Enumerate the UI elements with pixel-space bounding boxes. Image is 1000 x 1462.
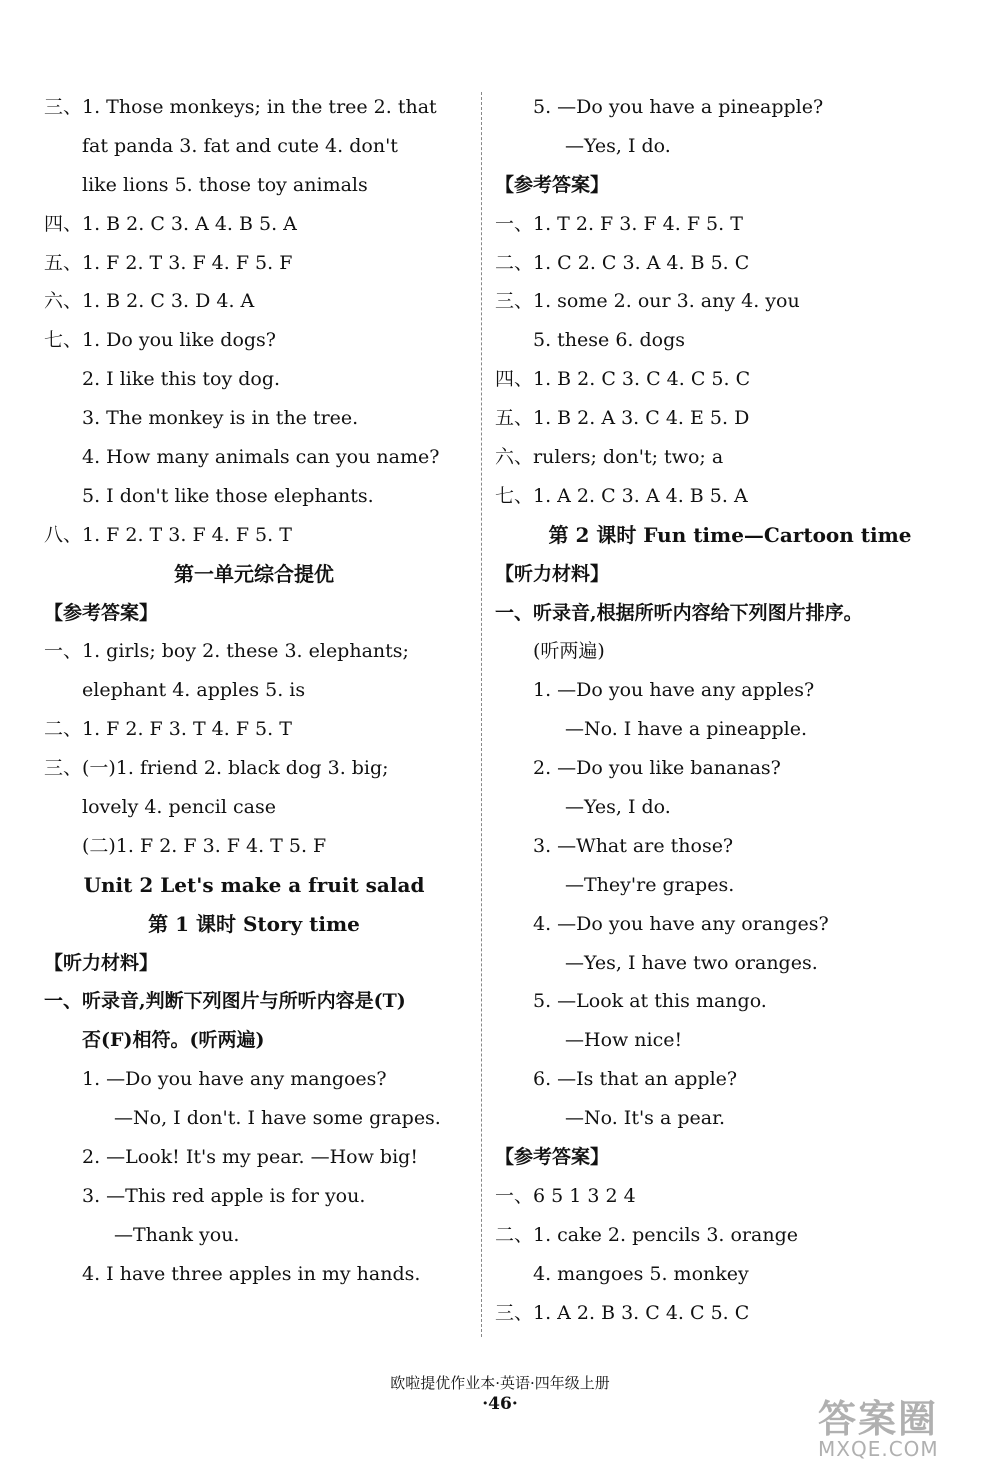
answer-line: 【参考答案】	[44, 601, 159, 624]
watermark-text: 答案圈	[818, 1397, 939, 1441]
answer-line: 5. these 6. dogs	[533, 329, 685, 352]
answer-line: 四、1. B 2. C 3. A 4. B 5. A	[44, 212, 297, 235]
answer-line: 3. The monkey is in the tree.	[82, 407, 359, 430]
answer-line: (二)1. F 2. F 3. F 4. T 5. F	[82, 834, 327, 857]
answer-line: 2. I like this toy dog.	[82, 368, 281, 391]
answer-line: —How nice!	[565, 1029, 683, 1052]
answer-line: fat panda 3. fat and cute 4. don't	[82, 134, 398, 157]
answer-line: 三、1. Those monkeys; in the tree 2. that	[44, 96, 437, 118]
watermark-logo	[818, 1388, 988, 1461]
answer-line: 二、1. cake 2. pencils 3. orange	[495, 1223, 798, 1246]
answer-line: 二、1. C 2. C 3. A 4. B 5. C	[495, 251, 750, 274]
answer-line: 三、1. some 2. our 3. any 4. you	[495, 290, 800, 313]
answer-line: 2. —Do you like bananas?	[533, 757, 781, 780]
answer-line: 一、1. T 2. F 3. F 4. F 5. T	[495, 212, 743, 235]
answer-line: 1. —Do you have any mangoes?	[82, 1068, 387, 1091]
answer-line: 八、1. F 2. T 3. F 4. F 5. T	[44, 523, 292, 546]
answer-line: —No. It's a pear.	[565, 1107, 726, 1130]
answer-line: 一、听录音,判断下列图片与所听内容是(T)	[44, 990, 406, 1013]
answer-line: 5. —Look at this mango.	[533, 990, 767, 1013]
answer-line: 4. How many animals can you name?	[82, 446, 440, 469]
column-divider	[481, 92, 482, 1337]
answer-line: 5. I don't like those elephants.	[82, 484, 374, 507]
answer-line: —Yes, I do.	[565, 134, 671, 157]
answer-line: 3. —What are those?	[533, 834, 734, 857]
answer-line: —No, I don't. I have some grapes.	[114, 1107, 441, 1130]
answer-line: 一、6 5 1 3 2 4	[495, 1184, 636, 1207]
answer-line: 【听力材料】	[44, 951, 159, 974]
answer-line: 6. —Is that an apple?	[533, 1068, 738, 1091]
answer-line: 六、rulers; don't; two; a	[495, 446, 724, 469]
answer-line: 三、(一)1. friend 2. black dog 3. big;	[44, 757, 389, 780]
answer-line: 一、1. girls; boy 2. these 3. elephants;	[44, 640, 409, 663]
answer-line: —They're grapes.	[565, 873, 735, 896]
page-number: ·46·	[482, 1394, 518, 1414]
section-heading: 第 2 课时 Fun time—Cartoon time	[548, 522, 912, 547]
answer-line: 4. —Do you have any oranges?	[533, 912, 829, 935]
answer-line: —Yes, I do.	[565, 796, 671, 819]
section-heading: 第一单元综合提优	[174, 561, 334, 586]
answer-line: lovely 4. pencil case	[82, 796, 276, 819]
answer-line: 五、1. B 2. A 3. C 4. E 5. D	[495, 407, 750, 430]
answer-line: 四、1. B 2. C 3. C 4. C 5. C	[495, 368, 751, 391]
answer-line: 二、1. F 2. F 3. T 4. F 5. T	[44, 718, 292, 741]
answer-line: (听两遍)	[533, 640, 605, 663]
answer-line: 六、1. B 2. C 3. D 4. A	[44, 290, 255, 313]
answer-line: 五、1. F 2. T 3. F 4. F 5. F	[44, 251, 293, 274]
answer-line: —Thank you.	[114, 1223, 240, 1246]
answer-line: 三、1. A 2. B 3. C 4. C 5. C	[495, 1301, 750, 1324]
answer-line: 1. —Do you have any apples?	[533, 679, 815, 702]
answer-line: 【参考答案】	[495, 1146, 610, 1169]
answer-line: 七、1. A 2. C 3. A 4. B 5. A	[495, 484, 748, 507]
answer-line: 5. —Do you have a pineapple?	[533, 96, 824, 118]
answer-line: 七、1. Do you like dogs?	[44, 329, 276, 352]
answer-line: like lions 5. those toy animals	[82, 173, 368, 196]
left-column	[44, 88, 464, 1294]
right-column	[495, 88, 965, 1333]
answer-line: —No. I have a pineapple.	[565, 718, 808, 741]
answer-line: —Yes, I have two oranges.	[565, 951, 818, 974]
answer-line: elephant 4. apples 5. is	[82, 679, 306, 702]
watermark-url: MXQE.COM	[818, 1437, 939, 1461]
footer-book-title: 欧啦提优作业本·英语·四年级上册	[390, 1374, 610, 1392]
answer-line: 否(F)相符。(听两遍)	[82, 1029, 265, 1052]
answer-line: 一、听录音,根据所听内容给下列图片排序。	[495, 601, 863, 624]
answer-line: 2. —Look! It's my pear. —How big!	[82, 1146, 418, 1169]
answer-line: 【听力材料】	[495, 562, 610, 585]
answer-line: 【参考答案】	[495, 173, 610, 196]
answer-line: 3. —This red apple is for you.	[82, 1184, 366, 1207]
section-heading: Unit 2 Let's make a fruit salad	[83, 872, 425, 897]
answer-line: 4. I have three apples in my hands.	[82, 1262, 421, 1285]
section-heading: 第 1 课时 Story time	[148, 911, 360, 936]
answer-line: 4. mangoes 5. monkey	[533, 1262, 749, 1285]
